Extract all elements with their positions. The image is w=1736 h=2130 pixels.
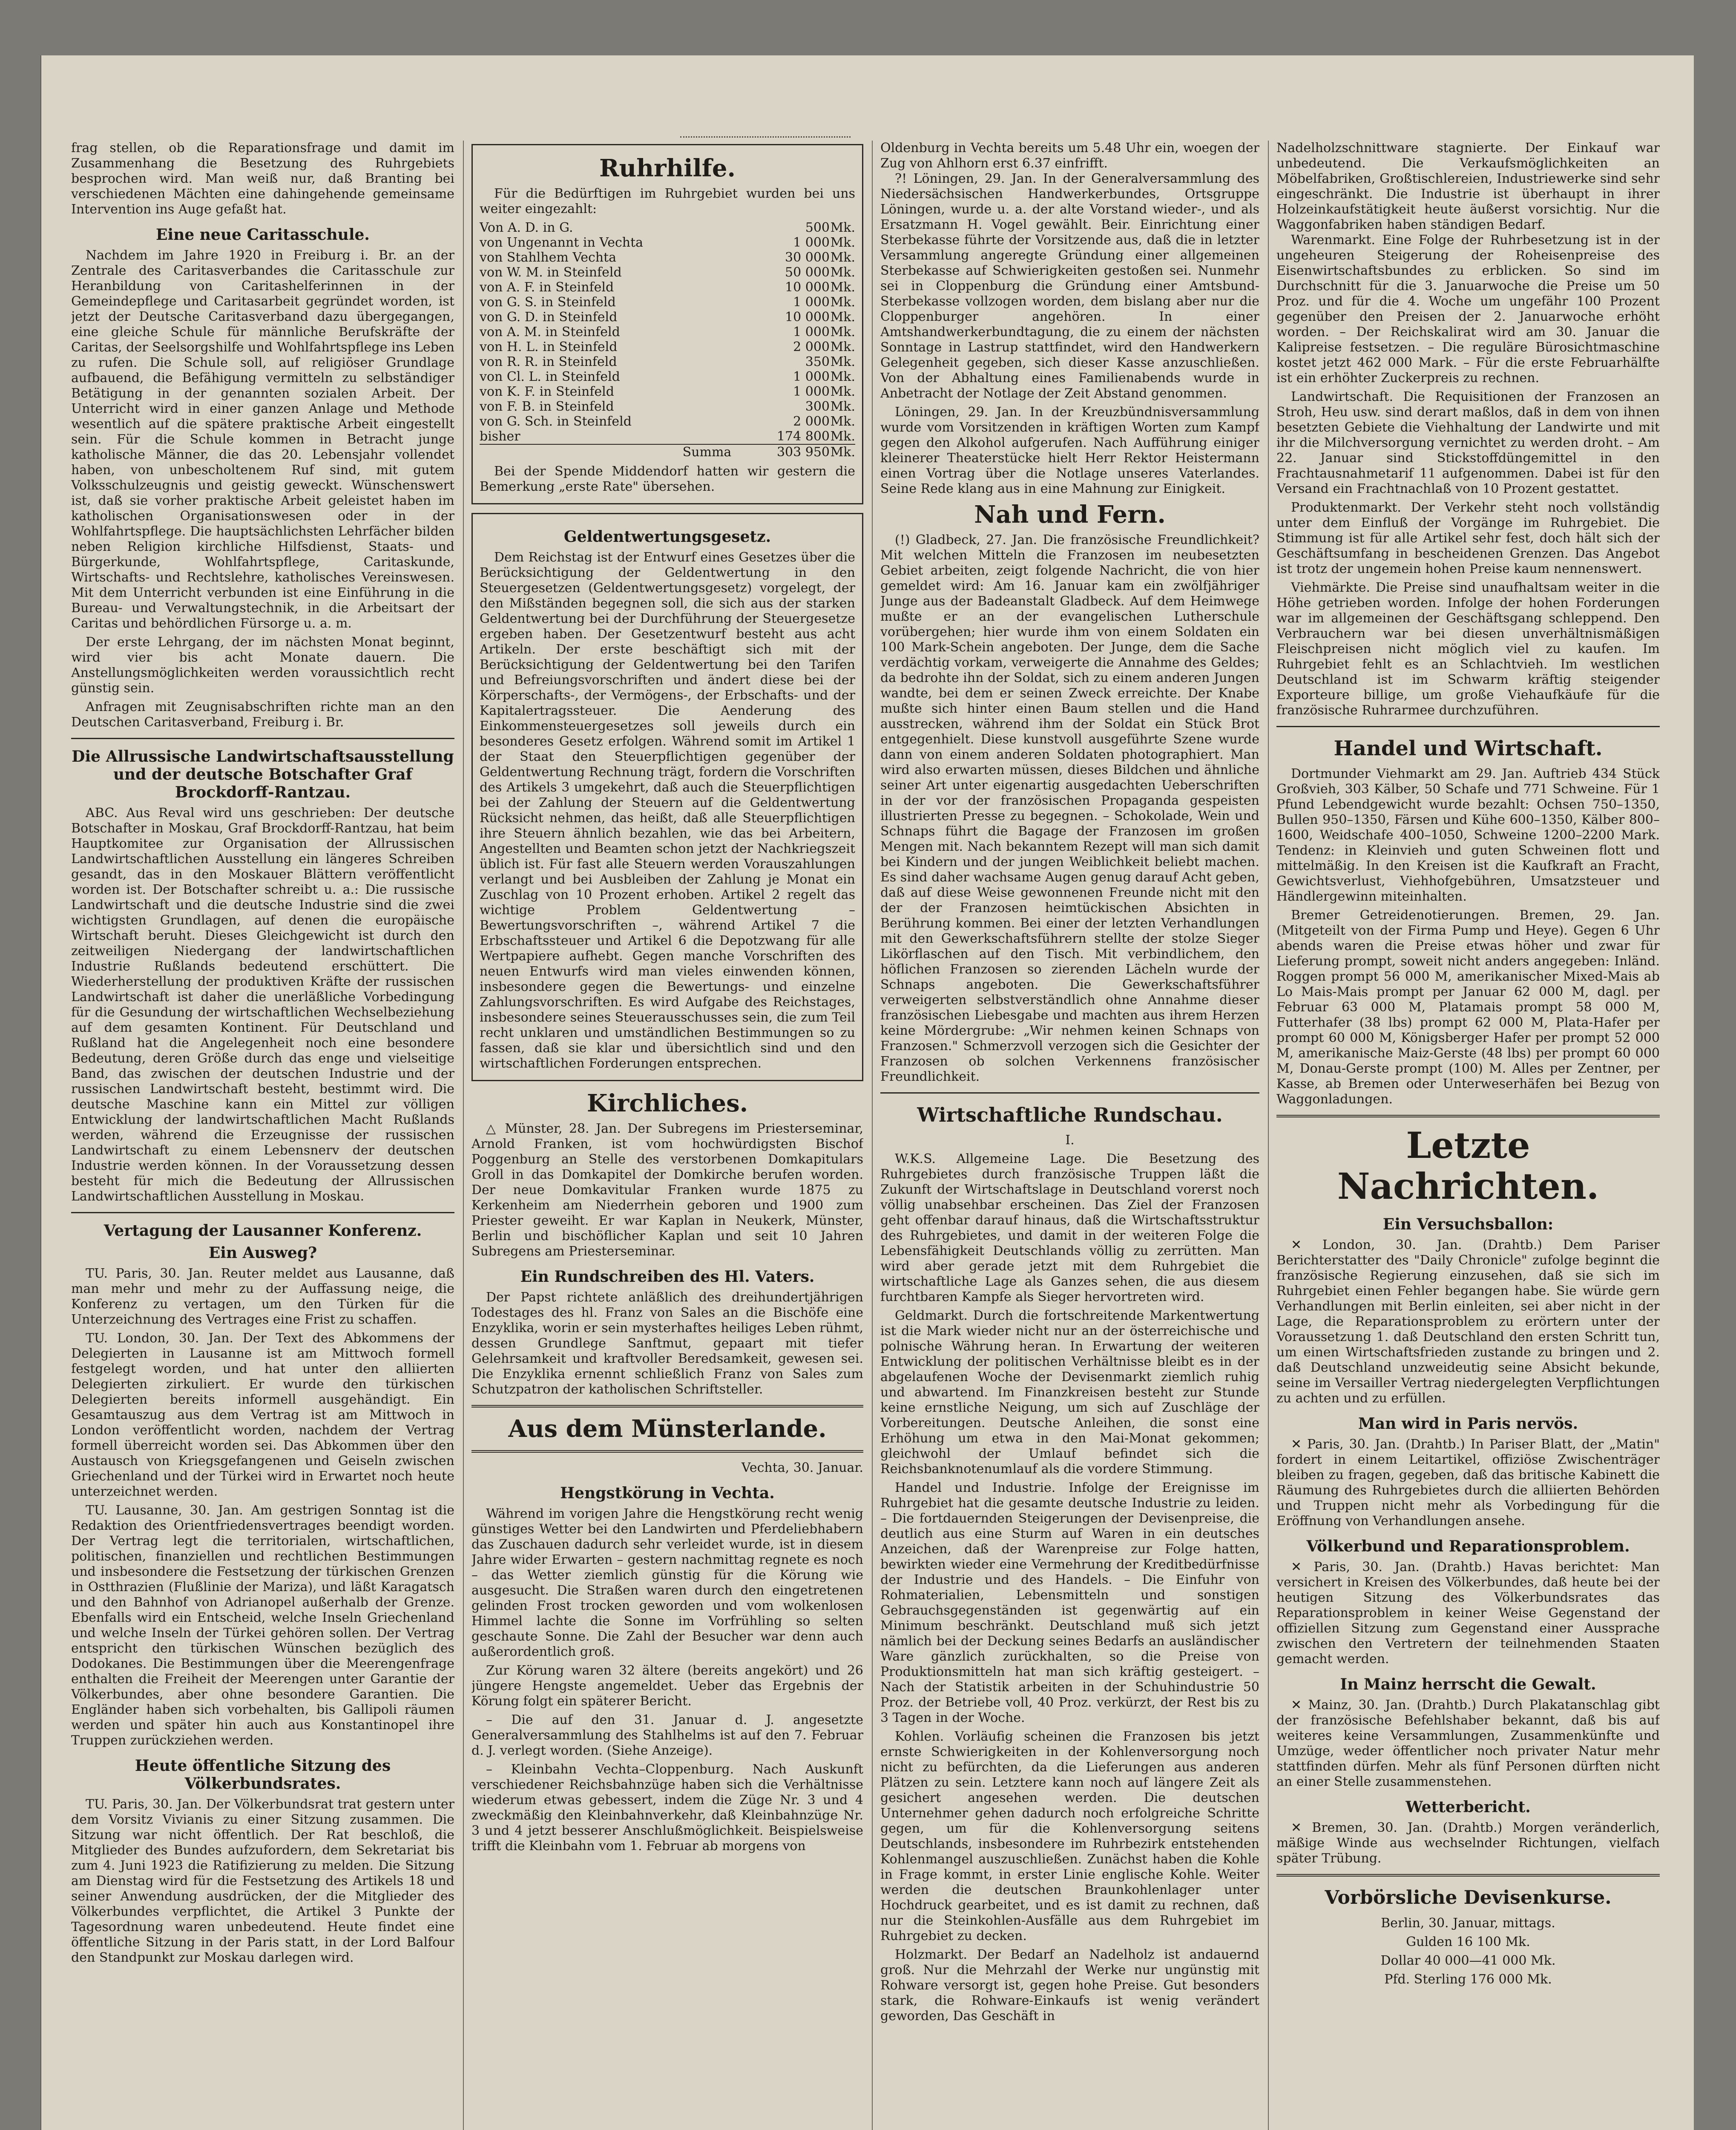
paragraph: Kohlen. Vorläufig scheinen die Franzosen bis jetzt ernste Schwierigkeiten in der Kohlenversorgung noch nicht zu befürchten, da die Lieferungen aus anderen Plätzen zu sein. Letztere kann noch auf längere Zeit als gesichert angesehen werden. Die deutschen Unternehmer gehen dadurch noch erfolgreiche Schritte gegen, um für die Kohlenversorgung seitens Deutschlands, insbesondere im Ruhrbezirk entstehenden Kohlenmangel auszuschließen. Zunächst haben die Kohle in Frage kommt, in erster Linie englische Kohle. Weiter werden die deutschen Braunkohlenlager unter Hochdruck gearbeitet, und es ist damit zu rechnen, daß nur die Steinkohlen-Ausfälle aus dem Ruhrgebiet im Ruhrgebiet zu decken. xyxy=(880,1729,1259,1943)
divider xyxy=(471,1450,863,1453)
article-continuation: Nadelholzschnittware stagnierte. Der Einkauf war unbedeutend. Die Verkaufsmöglichkeiten an Möbelfabriken, Großtischlereien, Industriewerke sind sehr eingeschränkt. Die Industrie ist überhaupt in ihrer Holzeinkaufstätigkeit heute äußerst vorsichtig. Nur die Waggonfabriken haben ständigen Bedarf. xyxy=(1276,141,1660,232)
sum-currency: Mk. xyxy=(830,445,855,460)
donor-name: von G. S. in Steinfeld xyxy=(480,295,616,310)
column-rule xyxy=(1268,141,1269,2130)
headline-voelkerbund-reparation: Völkerbund und Reparationsproblem. xyxy=(1306,1537,1630,1555)
paragraph: (!) Gladbeck, 27. Jan. Die französische Freundlichkeit? Mit welchen Mitteln die Franzosen im neubesetzten Gebiet arbeiten, zeigt folgende Nachricht, die von hier gemeldet wird: Am 16. Januar kam ein zwölfjähriger Junge aus der Badeanstalt Gladbeck. Auf dem Heimwege mußte er an der evangelischen Lutherschule vorübergehen; hier wurde ihm von einem Soldaten ein 100 Mark-Schein angeboten. Der Junge, dem die Sache verdächtig vorkam, verweigerte die Annahme des Geldes; da bedrohte ihn der Soldat, sich zu einem anderen Jungen wandte, bei dem er seinen Zweck erreichte. Der Knabe mußte sich hinter einen Baum stellen und die Hand ausstrecken, während ihm der Soldat ein Stück Brot entgegenhielt. Diese kunstvoll ausgeführte Szene wurde dann von einem anderen Soldaten photographiert. Man wird also erwarten müssen, dieses Bildchen und ähnliche seiner Art unter eigenartig ausgedachten Ueberschriften in der vor der französischen Propaganda gespeisten illustrierten Presse zu begegnen. – Schokolade, Wein und Schnaps führt die Bagage der Franzosen im großen Mengen mit. Nach bekanntem Rezept will man sich damit bei Kindern und der jungen Weiblichkeit beliebt machen. Es sind daher wachsame Augen genug darauf Acht geben, daß auf diese Weise gewonnenen Freunde nicht mit den der der Franzosen heimtückischen Absichten in Berührung kommen. Bei einer der letzten Verhandlungen mit den Gewerkschaftsführern stellte der stolze Sieger Likörflaschen auf den Tisch. Mit verbindlichem, den höflichen Franzosen so zierenden Lächeln wurde der Schnaps angeboten. Die Gewerkschaftsführer verweigerten selbstverständlich ohne Annahme dieser französischen Liebesgabe und machten aus ihrem Herzen keine Mördergrube: „Wir nehmen keinen Schnaps von Franzosen." Schmerzvoll verzogen sich die Gesichter der Franzosen ob solchen Verkennens französischer Freundlichkeit. xyxy=(880,532,1259,1084)
newspaper-page xyxy=(40,55,1694,2130)
donation-amount: 1 000 xyxy=(793,295,830,310)
paragraph: △ Münster, 28. Jan. Der Subregens im Priesterseminar, Arnold Franken, ist vom hochwürdigsten Bischof Poggenburg an Stelle des verstorbenen Domkapitulars Groll in das Domkapitel der Domkirche berufen worden. Der neue Domkavitular Franken wurde 1875 zu Kerkenheim am Niederrhein geboren und 1900 zum Priester geweiht. Er war Kaplan in Neukerk, Münster, Berlin und bischöflicher Kaplan und seit 10 Jahren Subregens am Priesterseminar. xyxy=(471,1121,863,1259)
dateline: Berlin, 30. Januar, mittags. xyxy=(1381,1916,1555,1931)
currency-rate: Dollar 40 000—41 000 Mk. xyxy=(1380,1953,1556,1968)
donor-name: von Cl. L. in Steinfeld xyxy=(480,369,620,384)
headline-nah-fern: Nah und Fern. xyxy=(974,501,1166,529)
paragraph: ✕ London, 30. Jan. (Drahtb.) Dem Pariser Berichterstatter des "Daily Chronicle" zufolge beginnt die französische Regierung einzusehen, daß sie sich im Ruhrgebiet einen Fehler begangen habe. Sie würde gern Verhandlungen mit Berlin einleiten, sei aber nicht in der Lage, die Reparationsproblem zu erörtern unter der Voraussetzung 1. daß Deutschland den ersten Schritt tun, um einen Wirtschaftsfrieden zustande zu bringen und 2. daß Deutschland unzweideutig seine Absicht bekunde, seine im Versailler Vertrag niedergelegten Verpflichtungen zu achten und zu erfüllen. xyxy=(1276,1238,1660,1406)
dateline: Vechta, 30. Januar. xyxy=(741,1460,863,1475)
donation-row xyxy=(480,295,855,310)
paragraph: Nachdem im Jahre 1920 in Freiburg i. Br. an der Zentrale des Caritasverbandes die Caritasschule zur Heranbildung von Caritashelferinnen in der Gemeindepflege und Caritasarbeit gegründet worden, ist jetzt der Deutsche Caritasverband dazu übergegangen, eine gleiche Schule für männliche Berufskräfte der Caritas, der Seelsorgshilfe und Wohlfahrtspflege ins Leben zu rufen. Die Schule soll, auf religiöser Grundlage aufbauend, die Befähigung vermitteln zu selbständiger Betätigung in der genannten sozialen Arbeit. Der Unterricht wird in einer ganzen Anlage und Methode wesentlich auf die spätere praktische Arbeit eingestellt sein. Für die Schule kommen in Betracht junge katholische Männer, die das 20. Lebensjahr vollendet haben, von unbescholtenem Ruf sind, mit gutem Volksschulzeugnis und geistig geweckt. Wünschenswert ist, daß sie vorher praktische Arbeit geleistet haben im katholischen Organisationswesen oder in der Wohlfahrtspflege. Die hauptsächlichsten Lehrfächer bilden neben Religion kirchliche Hilfsdienst, Staats- und Bürgerkunde, Wohlfahrtspflege, Caritaskunde, Wirtschafts- und Rechtslehre, katholisches Vereinswesen. Mit dem Unterricht verbunden ist eine Einführung in die Bureau- und Verwaltungstechnik, in die Arbeitsart der Caritas und behördlichen Fürsorge u. a. m. xyxy=(71,248,454,631)
donor-name: von R. R. in Steinfeld xyxy=(480,354,617,369)
currency-rate: Gulden 16 100 Mk. xyxy=(1406,1934,1530,1949)
paragraph: Anfragen mit Zeugnisabschriften richte man an den Deutschen Caritasverband, Freiburg i. Br. xyxy=(71,699,454,730)
column-1 xyxy=(71,141,454,2130)
donor-name: von H. L. in Steinfeld xyxy=(480,340,618,354)
paragraph: Produktenmarkt. Der Verkehr steht noch vollständig unter dem Einfluß der Vorgänge im Ruhrgebiet. Die Stimmung ist für alle Artikel sehr fest, doch hält sich der Geschäftsumfang in bescheidenen Grenzen. Das Angebot ist trotz der ungemein hohen Preise kaum nennenswert. xyxy=(1276,500,1660,576)
headline-letzte-nachrichten: Letzte Nachrichten. xyxy=(1337,1124,1599,1207)
paragraph: Holzmarkt. Der Bedarf an Nadelholz ist andauernd groß. Nur die Mehrzahl der Werke nur ungünstig mit Rohware versorgt ist, gegen hohe Preise. Gut besonders stark, die Rohware-Einkaufs ist wenig verändert geworden, Das Geschäft in xyxy=(880,1947,1259,2024)
headline-geldentwertung: Geldentwertungsgesetz. xyxy=(563,528,771,546)
paragraph: Bei der Spende Middendorf hatten wir gestern die Bemerkung „erste Rate" übersehen. xyxy=(480,464,855,494)
donor-name: von A. M. in Steinfeld xyxy=(480,325,620,340)
donation-currency: Mk. xyxy=(830,414,855,429)
donation-row xyxy=(480,250,855,265)
column-rule xyxy=(463,141,464,2130)
divider xyxy=(471,1405,863,1408)
donation-row xyxy=(480,220,855,235)
donation-row xyxy=(480,280,855,295)
donation-row xyxy=(480,325,855,340)
paragraph: ✕ Paris, 30. Jan. (Drahtb.) Havas berichtet: Man versichert in Kreisen des Völkerbundes, daß heute bei der heutigen Sitzung des Völkerbundsrates das Reparationsproblem in keiner Weise Gegenstand der offiziellen Sitzung zum Gegenstand einer Aussprache zwischen den Vertretern der teilnehmenden Staaten gemacht werden. xyxy=(1276,1560,1660,1667)
donation-amount: 1 000 xyxy=(793,235,830,250)
donor-name: von A. F. in Steinfeld xyxy=(480,280,614,295)
donation-row xyxy=(480,399,855,414)
donation-currency: Mk. xyxy=(830,220,855,235)
donation-amount: 174 800 xyxy=(776,429,830,444)
paragraph: ✕ Paris, 30. Jan. (Drahtb.) In Pariser Blatt, der „Matin" fordert in einem Leitartikel, offiziöse Zwischenträger bleiben zu fragen, gegeben, daß das britische Kabinett die Räumung des Ruhrgebietes durch die alliierten Behörden und Truppen nicht mehr als Vorbedingung für die Eröffnung von Verhandlungen ansehe. xyxy=(1276,1437,1660,1528)
donation-row xyxy=(480,235,855,250)
subheadline-lausanne: Ein Ausweg? xyxy=(208,1244,317,1262)
donation-currency: Mk. xyxy=(830,250,855,265)
paragraph: – Kleinbahn Vechta–Cloppenburg. Nach Auskunft verschiedener Reichsbahnzüge haben sich die Verhältnisse wiederum etwas gebessert, indem die Züge Nr. 3 und 4 zweckmäßig den Kleinbahnverkehr, daß Kleinbahnzüge Nr. 3 und 4 jetzt besserer Anschlußmöglichkeit. Beispielsweise trifft die Kleinbahn vom 1. Februar ab morgens von xyxy=(471,1762,863,1854)
donation-currency: Mk. xyxy=(830,295,855,310)
donation-currency: Mk. xyxy=(830,280,855,295)
donation-currency: Mk. xyxy=(830,369,855,384)
headline-paris-nervoes: Man wird in Paris nervös. xyxy=(1358,1415,1578,1433)
paragraph: ABC. Aus Reval wird uns geschrieben: Der deutsche Botschafter in Moskau, Graf Brockdorff-Rantzau, hat beim Hauptkomitee zur Organisation der Allrussischen Landwirtschaftlichen Ausstellung ein längeres Schreiben gesandt, das in den Moskauer Blättern veröffentlicht worden ist. Der Botschafter schreibt u. a.: Die russische Landwirtschaft und die deutsche Industrie sind die zwei wichtigsten Grundlagen, auf denen die europäische Wirtschaft beruht. Dieses Gleichgewicht ist durch den zeitweiligen Niedergang der landwirtschaftlichen Industrie Rußlands bedeutend erschüttert. Die Wiederherstellung der produktiven Kräfte der russischen Landwirtschaft ist daher die unerläßliche Vorbedingung für die Gesundung der wirtschaftlichen Wechselbeziehung auf dem gesamten Kontinent. Für Deutschland und Rußland hat die Angelegenheit noch eine besondere Bedeutung, deren Größe durch das enge und vielseitige Band, das zwischen der deutschen Industrie und der russischen Landwirtschaft besteht, bestimmt wird. Die deutsche Maschine kann ein Mittel zur völligen Entwicklung der landwirtschaftlichen Macht Rußlands werden, während die Erzeugnisse der russischen Landwirtschaft zu einem Lebensnerv der deutschen Industrie werden können. In der Voraussetzung dessen besteht für mich die Bedeutung der Allrussischen Landwirtschaftlichen Ausstellung in Moskau. xyxy=(71,806,454,1204)
donation-sum-row xyxy=(480,444,855,460)
paragraph: – Die auf den 31. Januar d. J. angesetzte Generalversammlung des Stahlhelms ist auf den 7. Februar d. J. verlegt worden. (Siehe Anzeige). xyxy=(471,1713,863,1758)
sum-amount: 303 950 xyxy=(776,445,830,460)
paragraph: Landwirtschaft. Die Requisitionen der Franzosen an Stroh, Heu usw. sind derart maßlos, daß in dem von ihnen besetzten Gebiete die Viehhaltung der Landwirte und mit ihr die Milchversorgung vernichtet zu werden droht. – Am 22. Januar sind Stickstoffdüngemittel in den Frachtausnahmetarif 11 aufgenommen. Dabei ist für den Versand ein Frachtnachlaß von 10 Prozent gestattet. xyxy=(1276,389,1660,496)
headline-versuchsballon: Ein Versuchsballon: xyxy=(1382,1215,1554,1233)
paragraph: Viehmärkte. Die Preise sind unaufhaltsam weiter in die Höhe getrieben worden. Infolge der hohen Forderungen war im allgemeinen der Geschäftsgang schleppend. Den Verbrauchern war bei diesen unverhältnismäßigen Fleischpreisen nicht möglich viel zu kaufen. Im Ruhrgebiet fehlt es an Schlachtvieh. Im westlichen Deutschland ist im Schwarm kräftig steigender Exporteure billige, um große Viehaufkäufe für die französische Ruhrarmee durchzuführen. xyxy=(1276,580,1660,718)
currency-rate: Pfd. Sterling 176 000 Mk. xyxy=(1384,1972,1552,1987)
donation-amount: 10 000 xyxy=(785,280,830,295)
donation-amount: 350 xyxy=(805,354,830,369)
headline-russia: Die Allrussische Landwirtschaftsausstellung und der deutsche Botschafter Graf Brockdorff-Rantzau. xyxy=(72,748,454,801)
paragraph: TU. Paris, 30. Jan. Der Völkerbundsrat trat gestern unter dem Vorsitz Vivianis zu einer Sitzung zusammen. Die Sitzung war nicht öffentlich. Der Rat beschloß, die Mitglieder des Bundes aufzufordern, dem Sekretariat bis zum 4. Juni 1923 die Ratifizierung zu melden. Die Sitzung am Dienstag wird für die Festsetzung des Artikels 18 und seiner Anwendung ausdrücken, der die Mitglieder des Völkerbundes verpflichtet, die Artikel 3 Punkte der Tagesordnung waren unbedeutend. Heute findet eine öffentliche Sitzung in der Paris statt, in der Lord Balfour den Standpunkt zur Moskau darlegen wird. xyxy=(71,1797,454,1965)
paragraph: TU. Paris, 30. Jan. Reuter meldet aus Lausanne, daß man mehr und mehr zu der Auffassung neige, die Konferenz zu vertagen, um den Türken für die Unterzeichnung des Vertrages eine Frist zu schaffen. xyxy=(71,1266,454,1327)
divider xyxy=(880,1092,1259,1094)
divider xyxy=(1276,726,1660,727)
donation-currency: Mk. xyxy=(830,235,855,250)
donation-row xyxy=(480,429,855,444)
donation-currency: Mk. xyxy=(830,384,855,399)
divider xyxy=(71,738,454,739)
paragraph: Warenmarkt. Eine Folge der Ruhrbesetzung ist in der ungeheuren Steigerung der Roheisenpreise des Eisenwirtschaftsbundes zu erblicken. So sind im Durchschnitt für die 3. Januarwoche die Preise um 50 Proz. und für die 4. Woche um ungefähr 100 Prozent gegenüber den Preisen der 2. Januarwoche erhöht worden. – Der Reichskalirat wird am 30. Januar die Kalipreise festsetzen. – Die reguläre Bürosichtmaschine kostet jetzt 462 000 Mark. – Für die erste Februarhälfte ist ein erhöhter Zuckerpreis zu rechnen. xyxy=(1276,233,1660,386)
headline-handel-wirtschaft: Handel und Wirtschaft. xyxy=(1334,737,1603,760)
paragraph: Der erste Lehrgang, der im nächsten Monat beginnt, wird vier bis acht Monate dauern. Die Anstellungsmöglichkeiten werden voraussichtlich recht günstig sein. xyxy=(71,635,454,696)
paragraph: TU. London, 30. Jan. Der Text des Abkommens der Delegierten in Lausanne ist am Mittwoch formell festgelegt worden, und hat unter den alliierten Delegierten zirkuliert. Er wurde den türkischen Delegierten bereits informell ausgehändigt. Ein Gesamtauszug aus dem Vertrag ist am Mittwoch in London veröffentlicht worden, nachdem der Vertrag formell überreicht worden sei. Das Abkommen über den Austausch von Kriegsgefangenen und Geiseln zwischen Griechenland und der Türkei wird in Erwartet noch heute unterzeichnet werden. xyxy=(71,1331,454,1499)
donation-amount: 1 000 xyxy=(793,384,830,399)
paragraph: ✕ Mainz, 30. Jan. (Drahtb.) Durch Plakatanschlag gibt der französische Befehlshaber bekannt, daß bis auf weiteres keine Versammlungen, Zusammenkünfte und Umzüge, weder öffentlicher noch privater Natur mehr stattfinden dürfen. Mehr als fünf Personen dürften nicht an einer Stelle zusammenstehen. xyxy=(1276,1698,1660,1789)
paragraph: Löningen, 29. Jan. In der Kreuzbündnisversammlung wurde vom Vorsitzenden in kräftigen Worten zum Kampf gegen den Alkohol aufgerufen. Nach Aufführung einiger kleinerer Theaterstücke hielt Herr Rektor Heistermann einen Vortrag über die Notlage unseres Vaterlandes. Seine Rede klang aus in eine Mahnung zur Einigkeit. xyxy=(880,405,1259,496)
headline-hengstkoerung: Hengstkörung in Vechta. xyxy=(560,1484,775,1502)
divider xyxy=(1276,1115,1660,1117)
headline-devisenkurse: Vorbörsliche Devisenkurse. xyxy=(1325,1887,1612,1908)
paragraph: Dortmunder Viehmarkt am 29. Jan. Auftrieb 434 Stück Großvieh, 303 Kälber, 50 Schafe und 771 Schweine. Für 1 Pfund Lebendgewicht wurde bezahlt: Ochsen 750–1350, Bullen 950–1350, Färsen und Kühe 600–1350, Kälber 800–1600, Weidschafe 400–1050, Schweine 1200–2200 Mark. Tendenz: in Kleinvieh und guten Schweinen flott und mittelmäßig. In den Kreisen ist die Kaufkraft an Fracht, Gewichtsverlust, Viehhofgebühren, Umsatzsteuer und Händlergewinn miteinhalten. xyxy=(1276,766,1660,904)
donation-amount: 1 000 xyxy=(793,325,830,340)
donation-row xyxy=(480,354,855,369)
section-number: I. xyxy=(1065,1133,1075,1148)
article-continuation: frag stellen, ob die Reparationsfrage und damit im Zusammenhang die Besetzung des Ruhrgebiets besprochen wird. Man weiß nur, daß Branting bei verschiedenen Mächten eine dahingehende gemeinsame Intervention ins Auge gefaßt hat. xyxy=(71,141,454,217)
donation-currency: Mk. xyxy=(830,399,855,414)
donation-amount: 300 xyxy=(805,399,830,414)
paragraph: TU. Lausanne, 30. Jan. Am gestrigen Sonntag ist die Redaktion des Orientfriedensvertrages beendigt worden. Der Vertrag legt die territorialen, wirtschaftlichen, politischen, finanziellen und rechtlichen Bestimmungen und insbesondere die Festsetzung der türkischen Grenzen in Ostthrazien (Flußlinie der Mariza), und läßt Karagatsch und den Bahnhof von Adrianopel außerhalb der Grenze. Ebenfalls wird ein Entscheid, welche Inseln Griechenland und welche Inseln der Türkei gehören sollen. Der Vertrag entspricht den türkischen Wünschen bezüglich des Dodokanes. Die Bestimmungen über die Meerengenfrage enthalten die Freiheit der Meerengen unter Garantie der Völkerbundes, aber ohne besondere Garantien. Die Engländer haben sich vorbehalten, bis Gallipoli räumen werden und später hin auch aus Konstantinopel ihre Truppen zurückziehen werden. xyxy=(71,1503,454,1748)
donation-currency: Mk. xyxy=(830,310,855,325)
headline-rundschreiben: Ein Rundschreiben des Hl. Vaters. xyxy=(520,1268,815,1286)
paragraph: Zur Körung waren 32 ältere (bereits angekört) und 26 jüngere Hengste angemeldet. Ueber das Ergebnis der Körung folgt ein späterer Bericht. xyxy=(471,1663,863,1709)
donor-name: von Stahlhem Vechta xyxy=(480,250,617,265)
donation-amount: 30 000 xyxy=(785,250,830,265)
paragraph: Bremer Getreidenotierungen. Bremen, 29. Jan. (Mitgeteilt von der Firma Pump und Heye). Gegen 6 Uhr abends waren die Preise etwas höher und zwar für Lieferung prompt, soweit nicht anders angegeben: Inländ. Roggen prompt 56 000 M, amerikanischer Mixed-Mais ab Lo Mais-Mais prompt per Januar 62 000 M, dagl. per Februar 63 000 M, Platamais prompt 58 000 M, Futterhafer (38 lbs) prompt 62 000 M, Plata-Hafer per prompt 60 000 M, Königsberger Hafer per prompt 52 000 M, amerikanische Maiz-Gerste (48 lbs) per prompt 60 000 M, Donau-Gerste prompt (100) M. Alles per Zentner, per Kasse, ab Bremen oder Unterweserhäfen bei Bezug von Waggonladungen. xyxy=(1276,908,1660,1107)
donor-name: von F. B. in Steinfeld xyxy=(480,399,614,414)
paragraph: Geldmarkt. Durch die fortschreitende Markentwertung ist die Mark wieder nicht nur an der österreichische und polnische Währung heran. In Erwartung der weiteren Entwicklung der politischen Verhältnisse bleibt es in der abgelaufenen Woche der Devisenmarkt ziemlich ruhig und abwartend. Im Finanzkreisen besteht zur Stunde keine ernstliche Neigung, um sich auf Zuschläge der Vorbereitungen. Deutsche Anleihen, die sonst eine Erhöhung um etwa in den Mai-Monat gekommen; gleichwohl der Umlauf befindet sich die Reichsbanknotenumlauf als die vordere Stimmung. xyxy=(880,1308,1259,1477)
paragraph: Handel und Industrie. Infolge der Ereignisse im Ruhrgebiet hat die gesamte deutsche Industrie zu leiden. – Die fortdauernden Steigerungen der Devisenpreise, die deutlich aus eine Sturm auf Waren in ein deutsches Anzeichen, daß der Warenpreise zur Folge hatten, bewirkten wieder eine Vermehrung der Kreditbedürfnisse der Industrie und des Handels. – Die Einfuhr von Rohmaterialien, Lebensmitteln und sonstigen Gebrauchsgegenständen ist gegenwärtig auf ein Minimum beschränkt. Deutschland muß sich jetzt nämlich bei der Deckung seines Bedarfs an ausländischer Ware gänzlich zurückhalten, so die Preise von Produktionsmitteln hat man sich kräftig gesteigert. – Nach der Statistik arbeiten in der Schuhindustrie 50 Proz. der Betriebe voll, 40 Proz. verkürzt, der Rest bis zu 3 Tagen in der Woche. xyxy=(880,1480,1259,1725)
paragraph: Während im vorigen Jahre die Hengstkörung recht wenig günstiges Wetter bei den Landwirten und Pferdeliebhabern das Zuschauen dadurch sehr verleidet wurde, ist in diesem Jahre wider Erwarten – gestern nachmittag regnete es noch – das Wetter ziemlich günstig für die Körung wie ausgesucht. Die Straßen waren durch den eingetretenen gelinden Frost trocken geworden und vom wolkenlosen Himmel lachte die Sonne im Vorfrühling so selten geschaute Sonne. Die Zahl der Besucher war denn auch außerordentlich groß. xyxy=(471,1506,863,1659)
paragraph: W.K.S. Allgemeine Lage. Die Besetzung des Ruhrgebietes durch französische Truppen läßt die Zukunft der Wirtschaftslage in Deutschland vorerst noch völlig unabsehbar erscheinen. Das Ziel der Franzosen geht offenbar darauf hinaus, daß die Wirtschaftsstruktur des Ruhrgebietes, und damit in der weiteren Folge die Lebensfähigkeit Deutschlands völlig zu zerrütten. Man wird aber gerade jetzt mit dem Ruhrgebiet die wirtschaftliche Lage als Ganzes sehen, die aus diesem furchtbaren Kampfe als Sieger hervortreten wird. xyxy=(880,1151,1259,1304)
paragraph: ?! Löningen, 29. Jan. In der Generalversammlung des Niedersächsischen Handwerkerbundes, Ortsgruppe Löningen, wurde u. a. der alte Vorstand wieder-, und als Ersatzmann H. Vogel gewählt. Beir. Einrichtung einer Sterbekasse führte der Vorsitzende aus, daß die in letzter Versammlung angeregte Gründung einer allgemeinen Sterbekasse auf Schwierigkeiten gestoßen sei. Nunmehr sei in Cloppenburg die Gründung einer Amtsbund-Sterbekasse vollzogen worden, dem bislang aber nur die Cloppenburger angehören. In einer Amtshandwerkerbundtagung, die zu einem der nächsten Sonntage in Lastrup stattfindet, wird den Handwerkern Gelegenheit gegeben, sich dieser Kasse anzuschließen. Von der Abhaltung eines Familienabends wurde in Anbetracht der Notlage der Zeit Abstand genommen. xyxy=(880,171,1259,401)
donation-amount: 50 000 xyxy=(785,265,830,280)
headline-ruhrhilfe: Ruhrhilfe. xyxy=(599,154,736,182)
donation-currency: Mk. xyxy=(830,429,855,444)
donation-amount: 500 xyxy=(805,220,830,235)
column-rule xyxy=(872,141,873,2130)
donation-row xyxy=(480,265,855,280)
headline-muensterland: Aus dem Münsterlande. xyxy=(508,1415,827,1443)
donor-name: von G. D. in Steinfeld xyxy=(480,310,618,325)
article-continuation: Oldenburg in Vechta bereits um 5.48 Uhr ein, woegen der Zug von Ahlhorn erst 6.37 einfrifft. xyxy=(880,141,1259,171)
donor-name: von Ungenannt in Vechta xyxy=(480,235,644,250)
headline-voelkerbund: Heute öffentliche Sitzung des Völkerbundsrates. xyxy=(135,1757,391,1793)
sum-label: Summa xyxy=(682,445,732,460)
donor-name: bisher xyxy=(480,429,520,444)
donation-amount: 2 000 xyxy=(793,414,830,429)
paragraph: Für die Bedürftigen im Ruhrgebiet wurden bei uns weiter eingezahlt: xyxy=(480,186,855,216)
donation-row xyxy=(480,369,855,384)
donor-name: Von A. D. in G. xyxy=(480,220,573,235)
paragraph: Der Papst richtete anläßlich des dreihundertjährigen Todestages des hl. Franz von Sales an die Bischöfe eine Enzyklika, worin er sein mysterhaftes heiliges Leben rühmt, dessen Grundlege Sanftmut, gepaart mit tiefer Gelehrsamkeit und kraftvoller Beredsamkeit, gewesen sei. Die Enzyklika ernennt schließlich Franz von Sales zum Schutzpatron der katholischen Schriftsteller. xyxy=(471,1290,863,1397)
divider xyxy=(1276,1874,1660,1877)
donation-currency: Mk. xyxy=(830,265,855,280)
donation-amount: 2 000 xyxy=(793,340,830,354)
donation-row xyxy=(480,310,855,325)
donation-row xyxy=(480,384,855,399)
divider xyxy=(71,1212,454,1213)
headline-kirchliches: Kirchliches. xyxy=(586,1089,748,1117)
headline-lausanne: Vertagung der Lausanner Konferenz. xyxy=(103,1222,422,1240)
column-2 xyxy=(471,141,863,2130)
headline-wetterbericht: Wetterbericht. xyxy=(1405,1798,1531,1816)
donor-name: von W. M. in Steinfeld xyxy=(480,265,622,280)
headline-caritas: Eine neue Caritasschule. xyxy=(156,226,370,244)
column-3 xyxy=(880,141,1259,2130)
donation-currency: Mk. xyxy=(830,325,855,340)
ruhrhilfe-box xyxy=(471,144,863,504)
column-4 xyxy=(1276,141,1660,2130)
donation-row xyxy=(480,340,855,354)
headline-wirtschaftliche-rundschau: Wirtschaftliche Rundschau. xyxy=(917,1103,1223,1126)
donor-name: von G. Sch. in Steinfeld xyxy=(480,414,632,429)
donation-row xyxy=(480,414,855,429)
donation-currency: Mk. xyxy=(830,340,855,354)
donor-name: von K. F. in Steinfeld xyxy=(480,384,614,399)
donation-currency: Mk. xyxy=(830,354,855,369)
paragraph: ✕ Bremen, 30. Jan. (Drahtb.) Morgen veränderlich, mäßige Winde aus wechselnder Richtungen, vielfach später Trübung. xyxy=(1276,1820,1660,1866)
donation-amount: 1 000 xyxy=(793,369,830,384)
currency-rates xyxy=(1276,1934,1660,1987)
donation-table xyxy=(480,220,855,460)
headline-mainz: In Mainz herrscht die Gewalt. xyxy=(1340,1675,1596,1693)
paragraph: Dem Reichstag ist der Entwurf eines Gesetzes über die Berücksichtigung der Geldentwertung in den Steuergesetzen (Geldentwertungsgesetz) vorgelegt, der den Mißständen begegnen soll, die sich aus der starken Geldentwertung bei der Durchführung der Steuergesetze ergeben haben. Der Gesetzentwurf besteht aus acht Artikeln. Der erste beschäftigt sich mit der Berücksichtigung der Geldentwertung bei den Tarifen und Befreiungsvorschriften und ändert diese bei der Körperschafts-, der Vermögens-, der Erbschafts- und der Kapitalertragssteuer. Die Aenderung des Einkommensteuergesetzes soll jeweils durch ein besonderes Gesetz erfolgen. Während somit im Artikel 1 der Staat den Steuerpflichtigen gegenüber der Geldentwertung Rechnung trägt, fordern die Vorschriften des Artikels 3 umgekehrt, daß auch die Steuerpflichtigen bei der Zahlung der Steuern auf die Geldentwertung Rücksicht nehmen, das heißt, daß alle Steuerpflichtigen ihre Steuern ähnlich bezahlen, wie das bei Arbeitern, Angestellten und Beamten schon jetzt der Nachkriegszeit üblich ist. Für fast alle Steuern werden Vorauszahlungen verlangt und bei Ausbleiben der Zahlung je Monat ein Zuschlag von 10 Prozent erhoben. Artikel 2 regelt das wichtige Problem Geldentwertung – Bewertungsvorschriften –, während Artikel 7 die Erbschaftssteuer und Artikel 6 die Depotzwang für alle Wertpapiere aufhebt. Gegen manche Vorschriften des neuen Entwurfs wird man vieles einwenden können, insbesondere gegen die Bewertungs- und einzelne Zahlungsvorschriften. Es wird Aufgabe des Reichstages, insbesondere seines Steuerausschusses sein, die zum Teil recht unklaren und umständlichen Bestimmungen so zu fassen, daß sie klar und übersichtlich sind und den wirtschaftlichen Forderungen entsprechen. xyxy=(480,550,855,1071)
donation-amount: 10 000 xyxy=(785,310,830,325)
geldentwertung-box xyxy=(471,513,863,1081)
